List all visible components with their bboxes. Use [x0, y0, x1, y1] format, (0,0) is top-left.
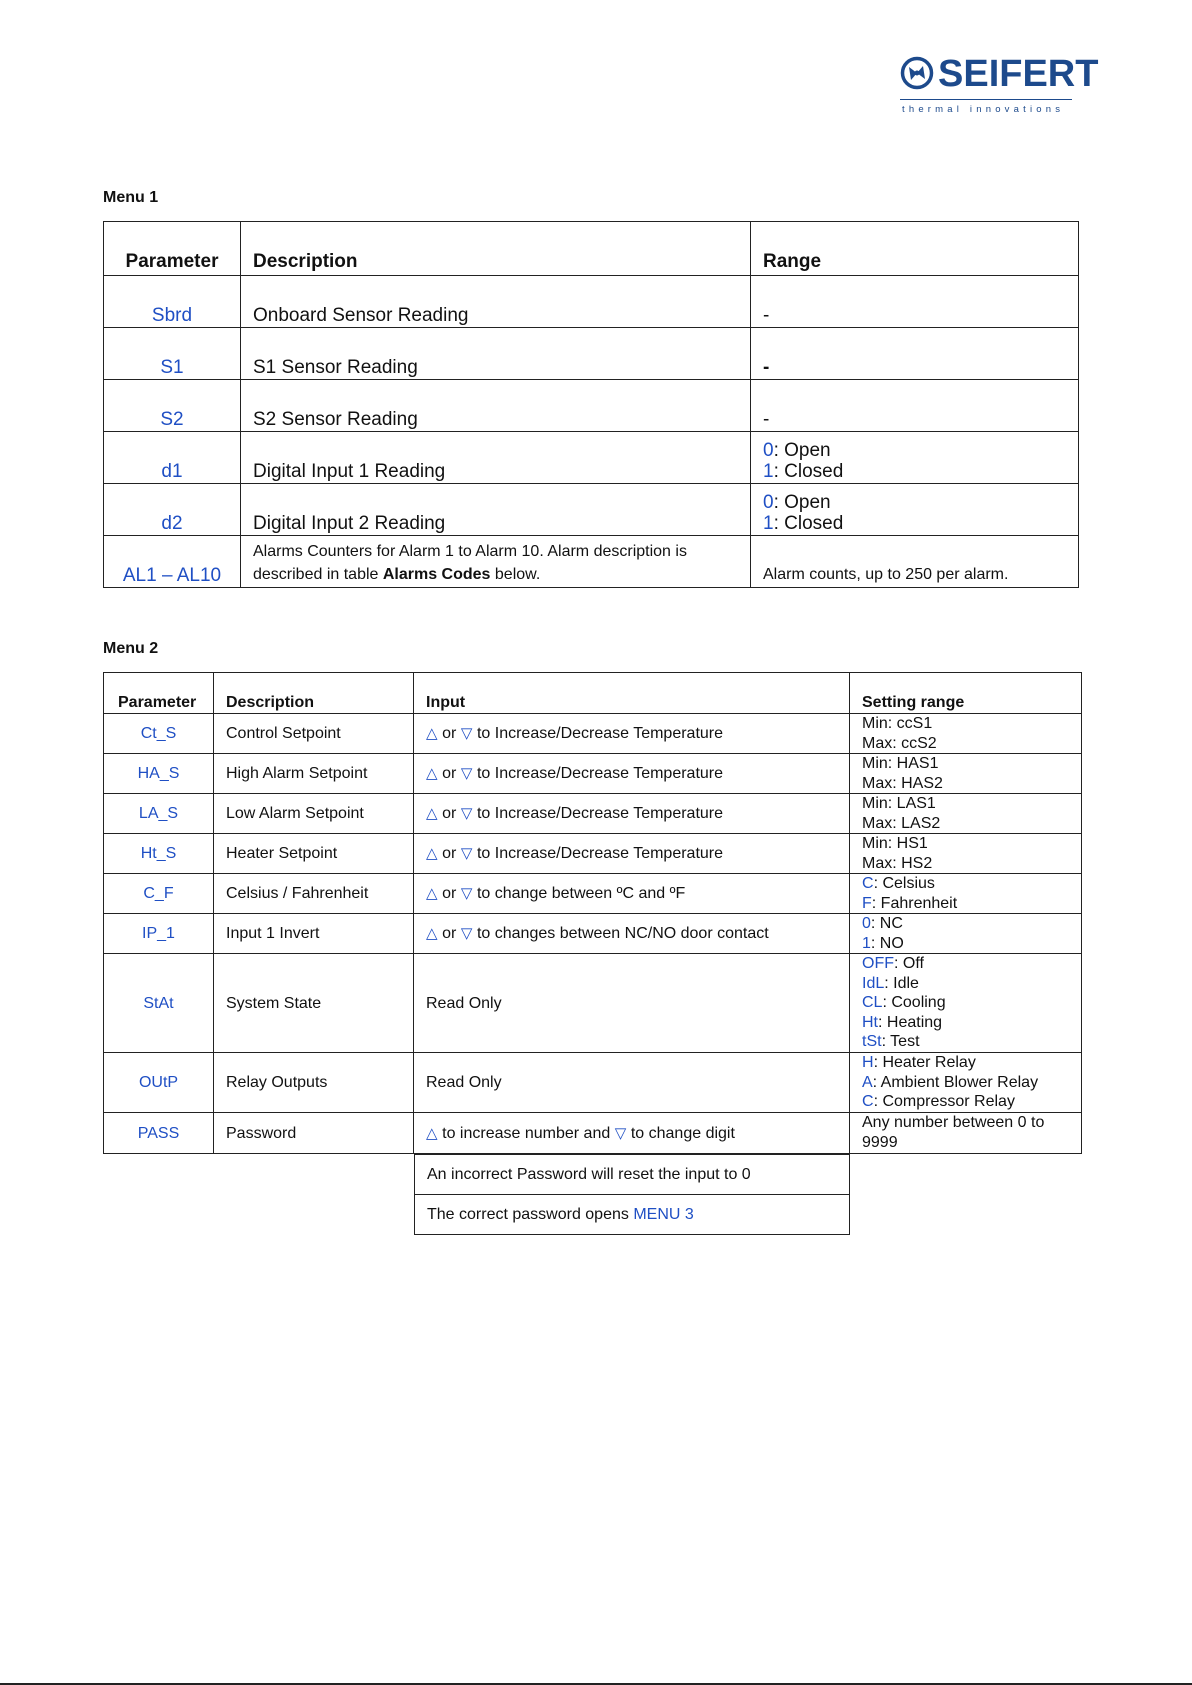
- param-cell: Ct_S: [104, 714, 214, 754]
- input-cell: [414, 914, 850, 954]
- range-cell: [850, 794, 1082, 834]
- param-cell: d1: [104, 432, 241, 484]
- input-text: or: [442, 845, 457, 862]
- param-cell: OUtP: [104, 1053, 214, 1113]
- range-text: : Cooling: [882, 994, 946, 1011]
- desc-cell: System State: [214, 954, 414, 1053]
- param-cell: IP_1: [104, 914, 214, 954]
- alarms-codes-ref: Alarms Codes: [382, 566, 491, 583]
- param-cell: StAt: [104, 954, 214, 1053]
- triangle-down-icon: ▽: [460, 885, 473, 902]
- input-cell: [414, 1113, 850, 1154]
- range-text: : Idle: [884, 974, 919, 992]
- input-text: to increase number and: [442, 1124, 611, 1142]
- input-cell: Read Only: [414, 954, 850, 1053]
- table-row: [104, 914, 1082, 954]
- range-cell: [751, 484, 1079, 536]
- range-text: : Ambient Blower Relay: [872, 1073, 1039, 1091]
- seifert-logo: [900, 52, 1099, 120]
- desc-cell: S2 Sensor Reading: [241, 380, 751, 432]
- input-text: or: [442, 725, 457, 742]
- table-row: [104, 1053, 1082, 1113]
- range-code: 1: [763, 513, 774, 534]
- range-text: : Heating: [878, 1013, 943, 1031]
- range-code: F: [862, 894, 872, 912]
- triangle-up-icon: △: [426, 805, 438, 822]
- triangle-down-icon: ▽: [460, 925, 473, 942]
- range-code: 1: [862, 934, 871, 952]
- menu1-title: Menu 1: [103, 189, 159, 206]
- range-code: CL: [862, 994, 883, 1011]
- table-row: [104, 834, 1082, 874]
- range-code: 1: [763, 461, 774, 482]
- range-line: Max: ccS2: [862, 734, 937, 752]
- header-range: Range: [751, 222, 1079, 276]
- range-code: H: [862, 1054, 874, 1071]
- input-cell: [414, 834, 850, 874]
- input-cell: [414, 754, 850, 794]
- range-cell: Any number between 0 to 9999: [850, 1113, 1082, 1154]
- range-code: C: [862, 1093, 874, 1110]
- param-cell: HA_S: [104, 754, 214, 794]
- menu1-table: [103, 221, 1079, 588]
- desc-cell: Control Setpoint: [214, 714, 414, 754]
- triangle-down-icon: ▽: [460, 845, 473, 862]
- triangle-up-icon: △: [426, 885, 438, 902]
- range-line: Min: ccS1: [862, 715, 933, 732]
- range-cell: [850, 914, 1082, 954]
- range-cell: [850, 954, 1082, 1053]
- range-text: : Celsius: [873, 875, 935, 892]
- table-row: [104, 484, 1079, 536]
- range-text: : Closed: [773, 513, 844, 534]
- range-cell: [850, 874, 1082, 914]
- range-text: : Fahrenheit: [871, 894, 958, 912]
- menu2-title: Menu 2: [103, 640, 159, 657]
- table-row: [104, 536, 1079, 588]
- range-code: tSt: [862, 1033, 882, 1050]
- table-row: [104, 1113, 1082, 1154]
- table-row: [104, 754, 1082, 794]
- triangle-up-icon: △: [426, 845, 438, 862]
- table-row: [104, 714, 1082, 754]
- logo-underline: [900, 99, 1072, 100]
- note-text: The correct password opens: [427, 1205, 634, 1223]
- param-cell: Ht_S: [104, 834, 214, 874]
- triangle-down-icon: ▽: [460, 765, 473, 782]
- menu2-table: [103, 672, 1082, 1154]
- desc-cell: Relay Outputs: [214, 1053, 414, 1113]
- range-cell: -: [751, 276, 1079, 328]
- desc-cell: High Alarm Setpoint: [214, 754, 414, 794]
- range-code: C: [862, 875, 874, 892]
- range-line: Max: HAS2: [862, 774, 943, 792]
- range-text: : NC: [870, 915, 903, 932]
- input-text: or: [442, 925, 457, 942]
- range-text: : Open: [773, 440, 831, 461]
- table-row: [104, 380, 1079, 432]
- range-code: A: [862, 1073, 873, 1091]
- range-text: : Compressor Relay: [873, 1093, 1015, 1110]
- note-cell: An incorrect Password will reset the input to 0: [415, 1155, 850, 1195]
- triangle-down-icon: ▽: [460, 725, 473, 742]
- table-row: [104, 432, 1079, 484]
- range-line: Min: HS1: [862, 835, 928, 852]
- triangle-up-icon: △: [426, 1124, 438, 1142]
- desc-cell: Digital Input 2 Reading: [241, 484, 751, 536]
- input-text: or: [442, 805, 457, 822]
- desc-text: Alarms Counters for Alarm 1 to Alarm 10. Alarm description is described in table: [253, 543, 687, 583]
- range-cell: Alarm counts, up to 250 per alarm.: [751, 536, 1079, 588]
- range-cell: -: [751, 328, 1079, 380]
- desc-cell: Digital Input 1 Reading: [241, 432, 751, 484]
- input-text: to change between ºC and ºF: [476, 885, 686, 902]
- input-text: or: [442, 885, 457, 902]
- input-text: to changes between NC/NO door contact: [476, 925, 769, 942]
- range-code: OFF: [862, 955, 894, 972]
- header-parameter: Parameter: [104, 673, 214, 714]
- range-cell: [850, 754, 1082, 794]
- range-line: Max: HS2: [862, 854, 933, 872]
- header-input: Input: [414, 673, 850, 714]
- range-code: Ht: [862, 1013, 878, 1031]
- input-text: to Increase/Decrease Temperature: [476, 845, 724, 862]
- range-code: IdL: [862, 974, 885, 992]
- triangle-down-icon: ▽: [460, 805, 473, 822]
- range-text: : Open: [773, 492, 831, 513]
- range-cell: [850, 1053, 1082, 1113]
- table-row: [104, 954, 1082, 1053]
- range-cell: [850, 834, 1082, 874]
- logo-tagline: thermal innovations: [902, 104, 1065, 115]
- desc-cell: Low Alarm Setpoint: [214, 794, 414, 834]
- desc-cell: Input 1 Invert: [214, 914, 414, 954]
- param-cell: PASS: [104, 1113, 214, 1154]
- param-cell: Sbrd: [104, 276, 241, 328]
- param-cell: d2: [104, 484, 241, 536]
- desc-cell: S1 Sensor Reading: [241, 328, 751, 380]
- input-text: or: [442, 765, 457, 782]
- param-cell: S2: [104, 380, 241, 432]
- param-cell: AL1 – AL10: [104, 536, 241, 588]
- range-line: Min: HAS1: [862, 755, 939, 772]
- input-text: to Increase/Decrease Temperature: [476, 725, 724, 742]
- input-cell: Read Only: [414, 1053, 850, 1113]
- param-cell: S1: [104, 328, 241, 380]
- range-code: 0: [763, 440, 774, 461]
- desc-text: below.: [490, 566, 541, 583]
- seifert-fan-icon: [900, 56, 934, 90]
- input-text: to Increase/Decrease Temperature: [476, 805, 724, 822]
- input-text: to change digit: [630, 1124, 735, 1142]
- param-cell: LA_S: [104, 794, 214, 834]
- range-cell: -: [751, 380, 1079, 432]
- table-row: [104, 276, 1079, 328]
- triangle-down-icon: ▽: [614, 1124, 627, 1142]
- triangle-up-icon: △: [426, 765, 438, 782]
- table-row: [415, 1155, 850, 1195]
- input-cell: [414, 874, 850, 914]
- password-notes-table: [414, 1154, 850, 1235]
- range-code: 0: [763, 492, 774, 513]
- table-row: [104, 874, 1082, 914]
- range-cell: [751, 432, 1079, 484]
- menu3-reference: MENU 3: [633, 1205, 694, 1223]
- header-setting-range: Setting range: [850, 673, 1082, 714]
- header-description: Description: [214, 673, 414, 714]
- table-row: [104, 328, 1079, 380]
- desc-cell: Heater Setpoint: [214, 834, 414, 874]
- range-text: : Closed: [773, 461, 844, 482]
- range-text: : NO: [870, 934, 904, 952]
- range-text: : Off: [894, 955, 924, 972]
- input-text: to Increase/Decrease Temperature: [476, 765, 724, 782]
- header-description: Description: [241, 222, 751, 276]
- range-code: 0: [862, 915, 871, 932]
- triangle-up-icon: △: [426, 925, 438, 942]
- desc-cell: Celsius / Fahrenheit: [214, 874, 414, 914]
- menu1-header-row: [104, 222, 1079, 276]
- header-parameter: Parameter: [104, 222, 241, 276]
- input-cell: [414, 794, 850, 834]
- desc-cell: Password: [214, 1113, 414, 1154]
- range-line: Min: LAS1: [862, 795, 936, 812]
- table-row: [104, 794, 1082, 834]
- range-text: : Heater Relay: [873, 1054, 976, 1071]
- range-cell: [850, 714, 1082, 754]
- desc-cell: [241, 536, 751, 588]
- note-cell: [415, 1195, 850, 1235]
- desc-cell: Onboard Sensor Reading: [241, 276, 751, 328]
- range-line: Max: LAS2: [862, 814, 941, 832]
- table-row: [415, 1195, 850, 1235]
- input-cell: [414, 714, 850, 754]
- param-cell: C_F: [104, 874, 214, 914]
- range-text: : Test: [881, 1033, 920, 1050]
- menu2-header-row: [104, 673, 1082, 714]
- triangle-up-icon: △: [426, 725, 438, 742]
- logo-wordmark: SEIFERT: [938, 53, 1099, 95]
